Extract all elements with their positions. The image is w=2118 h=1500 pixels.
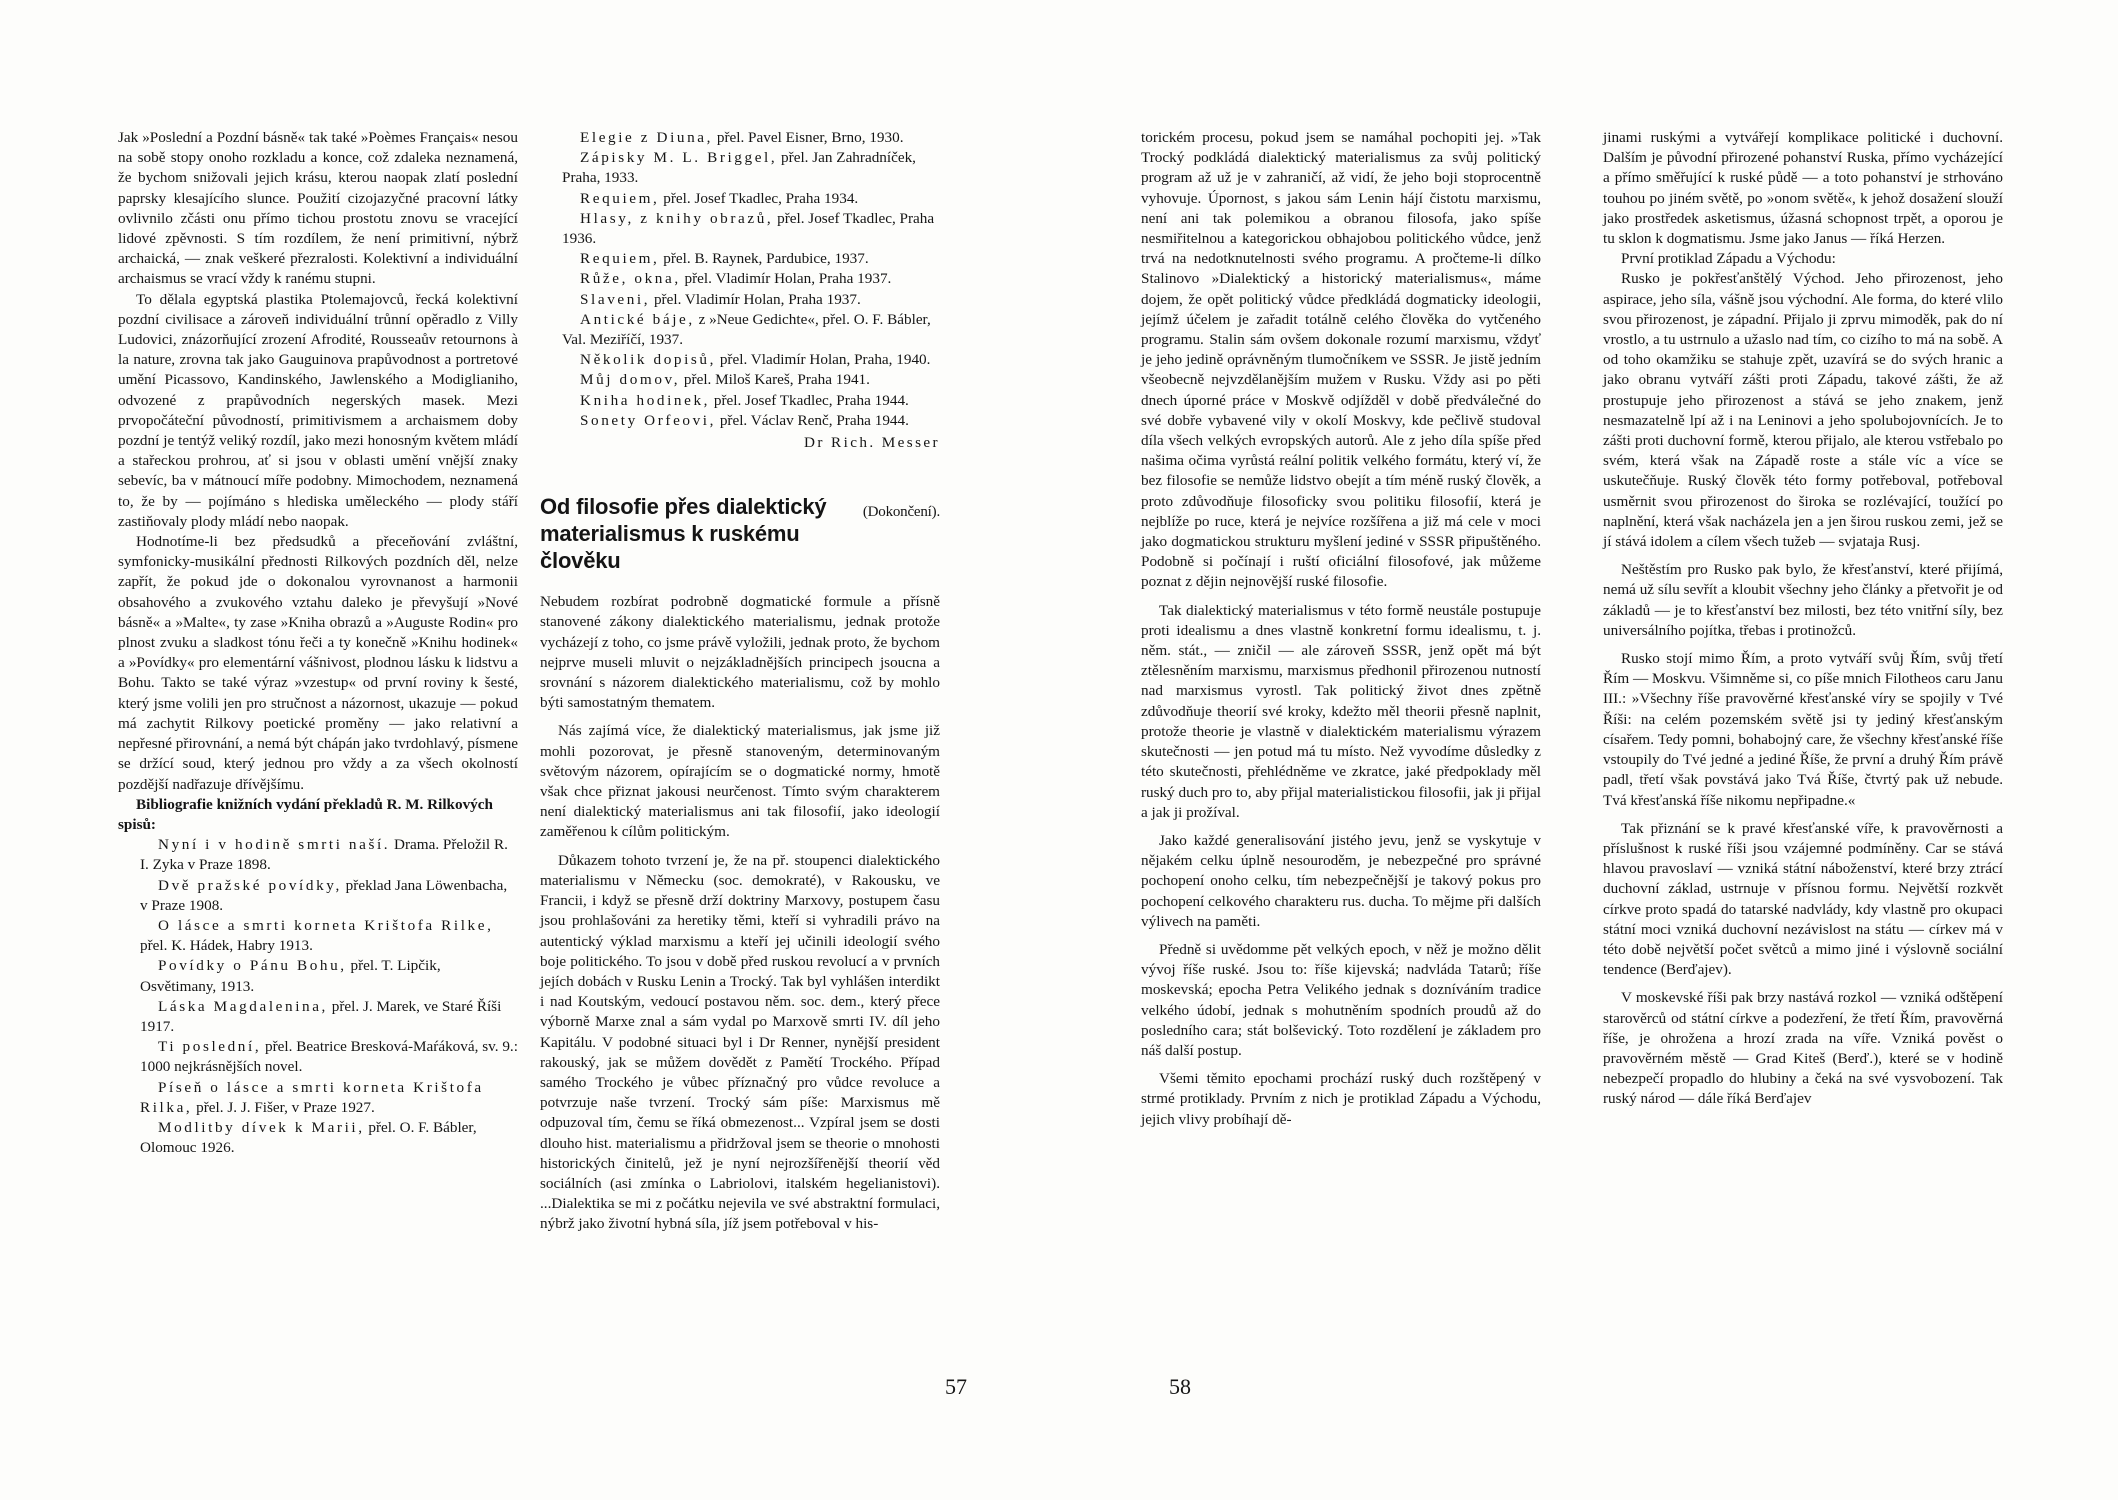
paragraph: Rusko stojí mimo Řím, a proto vytváří svůj Řím, svůj třetí Řím — Moskvu. Všimněme si, co píše mnich Filotheos caru Janu III.: »Všechny říše pravověrné křesťanské víry se spojily v Tvé Říši: na celém pozemském světě jsi ty jediný křesťanským císařem. Tedy pomni, bohabojný care, že všechny křesťanské říše vstoupily do Tvé jedné a jediné Říše, že první a druhý Řím právě padl, třetí však povstává jako Tvá Říše, čtvrtý pak už nebude. Tvá křesťanská říše nikomu nepřipadne.« (1603, 650, 2003, 809)
bibliography-entry (118, 956, 518, 996)
paragraph: Nás zajímá více, že dialektický materialismus, jak jsme již mohli pozorovat, je přesně stanoveným, determinovaným světovým názorem, opírajícím se o dogmatické normy, hmotě však chce přiznat jakousi neurčenost. Tímto svým charakterem není dialektický materialismus ani tak filosofií, jako ideologií zaměřenou k cílům politickým. (540, 722, 940, 841)
paragraph: Jako každé generalisování jistého jevu, jenž se vyskytuje v nějakém celku úplně nesouroděm, je nebezpečné pro správné pochopení onoho celku, tím nebezpečnější je takový pokus pro pochopení celkového charakteru rus. ducha. To mějme při dalších výlivech na paměti. (1141, 831, 1541, 930)
bibliography-entry (540, 249, 940, 269)
bibliography-heading: Bibliografie knižních vydání překladů R. M. Rilkových spisů: (118, 795, 493, 833)
bibliography-entry (118, 916, 518, 956)
bib-title: Můj domov, (580, 371, 681, 389)
bibliography-list (118, 835, 518, 1158)
bib-details: překlad Jana Löwenbacha, v Praze 1908. (140, 876, 508, 914)
right-page (1059, 0, 2118, 1500)
bib-details: přel. Václav Renč, Praha 1944. (716, 411, 909, 429)
paragraph: Předně si uvědomme pět velkých epoch, v něž je možno dělit vývoj říše ruské. Jsou to: říše kijevská; nadvláda Tatarů; říše moskevská; epocha Petra Velikého jednak s dozníváním tradice velkého údobí, jednak s mohutněním spodních proudů až do posledního cara; stát bolševický. Toto rozdělení je základem pro náš další postup. (1141, 940, 1541, 1059)
bib-details: přel. J. J. Fišer, v Praze 1927. (192, 1098, 375, 1116)
paragraph: Rusko je pokřesťanštělý Východ. Jeho přirozenost, jeho aspirace, jeho síla, vášně jsou východní. Ale forma, do které vlilo svou přirozenost, je západní. Přijalo ji zprvu mimoděk, pak do ní vrostlo, a tu ustrnulo a užaslo nad tím, co cizího to má na sobě. A od toho okamžiku se stahuje zpět, uzavírá se do svých hranic a jako obranu vytváří zášti proti Západu, takové zášti, že až prostupuje jeho přirozenost a stává se jeho znakem, jenž nesmazatelně lpí až i na Leninovi a jeho spolubojovnících. Je to zášti proti duchovní formě, kterou přijalo, ale kterou vstřebalo po svém, která však na Západě roste a stále víc a více se uskutečňuje. Ruský člověk této formy potřeboval, potřeboval usměrnit svou přirozenost do široka se rozlévající, toužící po naplnění, která však nacházela jen a jen širou ruskou zemi, jež se jí stává idolem a cílem všech tužeb — svjataja Rusj. (1603, 270, 2003, 551)
bib-title: Růže, okna, (580, 270, 681, 288)
paragraph: Nebudem rozbírat podrobně dogmatické formule a přísně stanovené zákony dialektického materialismu, jednak protože vycházejí z toho, co jsme právě vyložili, jednak proto, že bychom nejprve museli mluvit o nejzákladnějších principech jsoucna a srovnání s názorem dialektického materialismu, což by mohlo býti samostatným thematem. (540, 593, 940, 712)
bib-title: Requiem, (580, 250, 660, 268)
paragraph: To dělala egyptská plastika Ptolemajovců, řecká kolektivní pozdní civilisace a zároveň individuální trůnní opěradlo z Villy Ludovici, znázorňující zrození Afrodité, Rousseaův retournons à la nature, zrovna tak jako Gauguinova prapůvodnost a portretové umění Picassovo, Kandinského, Jawlenského a Modiglianiho, odvozené z prapůvodních negerských masek. Mezi prvopočáteční původností, primitivismem a archaismem doby pozdní je tentýž veliký rozdíl, jako mezi honosným květem mládí a stařeckou prohrou, ať si jsou v oblasti umění vnější znaky sebevíc, ba v mátnoucí míře podobny. Mimochodem, neznamená to, že by — pojímáno s hlediska uměleckého — plody stáří zastiňovaly plody mládí nebo naopak. (118, 290, 518, 530)
paragraph: Tak dialektický materialismus v této formě neustále postupuje proti idealismu a dnes vlastně konkretní formu idealismu, t. j. něm. stát., — zničil — ale zároveň SSSR, jenž opět má být ztělesněním marxismu, marxismus předhonil přirozenou nutností nad marxismus vyrostl. Tak politický život dnes zpětně zdůvodňuje theorií své kroky, kdežto měl theorii přesně naplnit, protože theorie je vlastně v dialektickém materialismu výrazem skutečnosti — jen potud má tu místo. Než vyvodíme důsledky z této skutečnosti, přehlédněme ve zkratce, jaké předpoklady měl ruský duch pro to, aby přijal materialistickou filosofii, jak ji přijal a jak ji prožíval. (1141, 601, 1541, 821)
bib-details: přel. O. F. Bábler, Olomouc 1926. (140, 1118, 477, 1157)
bibliography-entry (540, 370, 940, 390)
bibliography-entry (540, 209, 940, 249)
bib-title: Slaveni, (580, 290, 651, 308)
article-title-text: Od filosofie přes dialektický materialismus k ruskému člověku (540, 494, 827, 574)
paragraph: Jak »Poslední a Pozdní básně« tak také »Poèmes Français« nesou na sobě stopy onoho rozkladu a konce, což zdaleka neznamená, že bychom snižovali jejich krásu, kterou naopak zlatí poslední paprsky klesajícího slunce. Použití cizojazyčné pracovní látky ovlivnilo zčásti onu přímo tichou prostotu znovu se vracející lidové zpěvnosti. S tím rozdílem, že není primitivní, nýbrž archaická, — znak veškeré přezralosti. Kolektivní a individuální archaismus se vrací vždy k ranému stupni. (118, 129, 518, 288)
continued-note: (Dokončení). (862, 504, 940, 521)
bib-details: přel. K. Hádek, Habry 1913. (140, 937, 313, 955)
bib-details: přel. Vladimír Holan, Praha 1937. (650, 290, 861, 308)
bib-title: Zápisky M. L. Briggel, (580, 149, 778, 167)
paragraph: Hodnotíme-li bez předsudků a přeceňování zvláštní, symfonicky-musikální přednosti Rilkových pozdních děl, nelze zapřít, že pokud jde o dokonalou vyrovnanost a harmonii obsahového a zvukového vztahu daleko je převyšují »Nové básně« a »Malte«, ty zase »Kniha obrazů a »Auguste Rodin« pro plnost zvuku a sladkost tónu řeči a ty konečně »Knihu hodinek« a »Povídky« pro elementární vášnivost, plodnou lásku k lidstvu a Bohu. Takto se také výraz »vzestup« od první roviny k šesté, který jsme volili jen pro stručnost a názornost, ukazuje — pokud má zachytit Rilkovy poetické proměny — jako relativní a nepřesné přirovnání, a nemá být chápán jako tvrdohlavý, písmene se držící soud, který jednou pro vždy a za všech okolností pozdější nadřazuje dřívějšímu. (118, 533, 518, 793)
bib-details: přel. Josef Tkadlec, Praha 1934. (659, 189, 859, 207)
bib-details: přel. J. Marek, ve Staré Říši 1917. (140, 997, 502, 1035)
paragraph: Tak přiznání se k pravé křesťanské víře, k pravověrnosti a příslušnost k ruské říši jsou vzájemné podmíněny. Car se stává hlavou pravoslaví — vzniká státní náboženství, které brzy ztrácí duchovní základ, ustrnuje v přísnou formu. Největší rozkvět církve proto spadá do tatarské nadvlády, kdy vlastně pro okupaci státní moci vzniká duchovní nezávislost na státu — církev má v této době největší počet světců a mimo jiné i výslovně sociální tendence (Berďajev). (1603, 819, 2003, 979)
article-title (540, 493, 940, 574)
paragraph: V moskevské říši pak brzy nastává rozkol — vzniká odštěpení starověrců od státní církve a podezření, že třetí Řím, pravověrná říše, je ohrožena a hrozí zrada na víře. Vzniká pověst o pravověrném městě — Grad Kiteš (Berď.), které se v hodině nebezpečí propadlo do hlubiny a čeká na své vysvobození. Tak ruský národ — dále říká Berďajev (1603, 989, 2003, 1108)
bibliography-entry (118, 1078, 518, 1118)
bib-title: Povídky o Pánu Bohu, (158, 957, 347, 975)
bib-details: přel. Vladimír Holan, Praha 1937. (680, 270, 892, 288)
bibliography-entry (540, 391, 940, 411)
bibliography-entry (540, 310, 940, 350)
bib-title: Modlitby dívek k Marii, (158, 1118, 365, 1136)
page-number: 57 (945, 1374, 967, 1399)
bibliography-entry (540, 189, 940, 209)
bib-details: přel. Pavel Eisner, Brno, 1930. (713, 129, 904, 146)
bib-title: Láska Magdalenina, (158, 997, 328, 1015)
right-column-1 (1141, 128, 1541, 1130)
bib-title: Kniha hodinek, (580, 391, 711, 409)
bib-details: přel. Jan Zahradníček, Praha, 1933. (562, 149, 916, 187)
bibliography-entry (118, 1037, 518, 1077)
bib-details: přel. Vladimír Holan, Praha, 1940. (716, 351, 931, 369)
bib-title: Elegie z Diuna, (580, 129, 714, 146)
bib-details: z »Neue Gedichte«, přel. O. F. Bábler, Val. Meziříčí, 1937. (562, 310, 931, 349)
paragraph: První protiklad Západu a Východu: (1621, 250, 1836, 268)
bibliography-entry (540, 128, 940, 148)
bib-title: Sonety Orfeovi, (580, 411, 717, 429)
bib-title: Nyní i v hodině smrti naší. (158, 836, 391, 854)
bibliography-entry (118, 876, 518, 916)
bibliography-entry (118, 835, 518, 875)
bib-title: Několik dopisů, (580, 351, 717, 369)
bib-details: přel. Miloš Kareš, Praha 1941. (680, 371, 870, 389)
bibliography-entry (540, 411, 940, 431)
bibliography-entry (540, 350, 940, 370)
left-column-2 (540, 128, 940, 1235)
author-signature: Dr Rich. Messer (804, 434, 940, 452)
bib-title: Hlasy, z knihy obrazů, (580, 209, 774, 227)
bibliography-entry (540, 148, 940, 188)
bib-title: Dvě pražské povídky, (158, 876, 342, 894)
page-number: 58 (1169, 1374, 1191, 1399)
paragraph: jinami ruskými a vytvářejí komplikace politické i duchovní. Dalším je původní přirozené pohanství Ruska, přímo vycházející a přímo směřující k ruské půdě — a toto pohanství je strhováno touhou po jiném světě, po »onom světě«, k jehož dosažení slouží jako prostředek asketismus, úžasná schopnost trpět, a oporou je tu sklon k dogmatismu. Jsme jako Janus — říká Herzen. (1603, 129, 2003, 248)
bib-title: O lásce a smrti korneta Krištofa Rilke, (158, 916, 494, 934)
bib-details: Drama. Přeložil R. I. Zyka v Praze 1898. (140, 836, 508, 874)
bibliography-entry (540, 269, 940, 289)
bibliography-list-continued (540, 128, 940, 431)
paragraph: Všemi těmito epochami prochází ruský duch rozštěpený v strmé protiklady. Prvním z nich je protiklad Západu a Východu, jejich vlivy probíhají dě- (1141, 1070, 1541, 1128)
right-column-2 (1603, 128, 2003, 1110)
bib-details: přel. Beatrice Bresková-Maŕáková, sv. 9.: 1000 nejkrásnějších novel. (140, 1038, 518, 1076)
paragraph: Neštěstím pro Rusko pak bylo, že křesťanství, které přijímá, nemá už sílu sevřít a kloubit všechny jeho články a přetvořit je od základů — je to křesťanství bez milosti, bez této vnitřní síly, bez universálního pojítka, třebas i protinožců. (1603, 561, 2003, 639)
bib-title: Antické báje, (580, 310, 695, 328)
paragraph: torickém procesu, pokud jsem se namáhal pochopiti jej. »Tak Trocký podkládá dialektický materialismus za svůj politický program až už je v zahraničí, až vidí, že jeho boji stoprocentně vyhovuje. Úpornost, s jakou sám Lenin hájí čistotu marxismu, není ani tak polemikou a obranou filosofa, jako spíše nesmiřitelnou a kategorickou obhajobou politického vůdce, jenž trvá na nedotknutelnosti svého programu. A pročteme-li dílko Stalinovo »Dialektický a historický materialismus«, máme dojem, že opět politický vůdce předkládá dogmaticky ideologii, jejímž účelem je zařadit totálně celého člověka do vytčeného programu. Stalin sám ovšem dokonale rozumí marxismu, vždyť je jeho jedině oprávněným tlumočníkem ve SSSR. Je jistě jedním všeobecně nejvzdělanějším mužem v Rusku. Vždy asi po pěti dnech úporné práce v Moskvě odjížděl v době předválečné do své dobře vybavené vily v okolí Moskvy, kde pečlivě studoval díla všech velkých evropských autorů. Ale z jeho díla spíše před našima očima vyrůstá reální politik velkého formátu, který ví, že bez filosofie se nemůže lidstvo obejít a tím méně ruský člověk, a proto zdůvodňuje filosoficky svou politiku filosofií, která je nejblíže po ruce, která je nejvíce rozšířena a již má cele v moci jako dogmatickou strukturu myšlení jediné v SSSR připuštěného. Podobně si počínají i ruští oficiální filosofové, jak můžeme poznat z dějin nejnovější ruské filosofie. (1141, 129, 1541, 591)
bibliography-entry (118, 1118, 518, 1158)
bib-details: přel. B. Raynek, Pardubice, 1937. (659, 250, 869, 268)
bibliography-entry (540, 290, 940, 310)
bib-title: Ti poslední, (158, 1038, 262, 1056)
bib-title: Requiem, (580, 189, 660, 207)
bib-details: přel. Josef Tkadlec, Praha 1936. (562, 209, 935, 248)
bib-details: přel. T. Lipčik, Osvětimany, 1913. (140, 957, 441, 995)
bib-title: Píseň o lásce a smrti korneta Krištofa Rilka, (140, 1078, 484, 1116)
left-column-1 (118, 128, 518, 1158)
bib-details: přel. Josef Tkadlec, Praha 1944. (710, 391, 909, 409)
paragraph: Důkazem tohoto tvrzení je, že na př. stoupenci dialektického materialismu v Německu (soc. demokraté), v Rakousku, ve Francii, i když se přesně drží doktriny Marxovy, postupem času jsou prohlašováni za heretiky těmi, kteří si vyhradili právo na autentický výklad marxismu a kteří jej učinili ideologií svého boje politického. To jsou v době před ruskou revolucí a v prvních jejích dobách v Rusku Lenin a Trocký. Tak byl vyhlášen interdikt i nad Koutským, vedoucí postavou něm. soc. dem., který přece výborně Marxe znal a sám vydal po Marxově smrti IV. díl jeho Kapitálu. V podobné situaci byl i Dr Renner, nynější president rakouský, jak se můžem dovědět z Pamětí Trockého. Případ samého Trockého je vůbec příznačný pro vůdce revoluce a potvrzuje naše tvrzení. Trocký sám píše: Marxismus mě odpuzoval tím, čemu se říká obmezenost... Vzpíral jsem se dosti dlouho hist. materialismu a přidržoval jsem se theorie o mnohosti historických činitelů, jež je nyní nejrozšířenější theorií věd sociálních (asi zmínka o Labriolovi, italském hegelianistovi). ...Dialektika se mi z počátku nejevila ve své abstraktní formulaci, nýbrž jako životní hybná síla, jíž jsem potřeboval v his- (540, 851, 940, 1233)
bibliography-entry (118, 997, 518, 1037)
